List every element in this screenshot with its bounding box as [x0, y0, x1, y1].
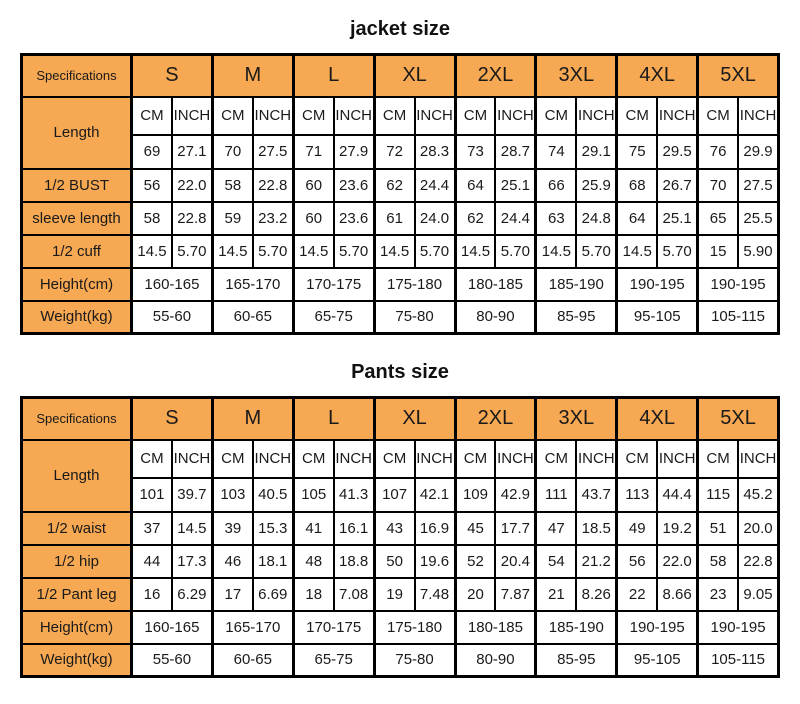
measure-inch-cell: 14.5 — [172, 512, 212, 545]
table-row — [22, 268, 779, 301]
measure-cm-cell: 58 — [698, 545, 738, 578]
unit-header-inch: INCH — [253, 97, 293, 135]
measure-inch-cell: 22.8 — [253, 169, 293, 202]
measure-inch-cell: 5.70 — [253, 235, 293, 268]
unit-header-inch: INCH — [334, 97, 374, 135]
jacket-size-header-2xl: 2XL — [455, 55, 536, 97]
measure-cm-cell: 14.5 — [132, 235, 172, 268]
unit-header-cm: CM — [617, 97, 657, 135]
measure-inch-cell: 27.5 — [738, 169, 778, 202]
unit-header-cm: CM — [698, 97, 738, 135]
unit-header-cm: CM — [212, 440, 252, 478]
measure-cm-cell: 64 — [455, 169, 495, 202]
pants-spec-header: Specifications — [22, 398, 132, 440]
unit-header-cm: CM — [212, 97, 252, 135]
measure-inch-cell: 25.5 — [738, 202, 778, 235]
measure-inch-cell: 18.1 — [253, 545, 293, 578]
measure-cm-cell: 62 — [455, 202, 495, 235]
jacket-row-label: sleeve length — [22, 202, 132, 235]
range-cell: 170-175 — [293, 611, 374, 644]
measure-cm-cell: 59 — [212, 202, 252, 235]
measure-cm-cell: 56 — [132, 169, 172, 202]
measure-cm-cell: 61 — [374, 202, 414, 235]
jacket-length-inch-cell: 28.7 — [495, 135, 535, 169]
measure-cm-cell: 23 — [698, 578, 738, 611]
measure-inch-cell: 20.4 — [495, 545, 535, 578]
measure-cm-cell: 44 — [132, 545, 172, 578]
unit-header-inch: INCH — [495, 440, 535, 478]
pants-row-label: 1/2 Pant leg — [22, 578, 132, 611]
pants-length-inch-cell: 40.5 — [253, 478, 293, 512]
unit-header-cm: CM — [536, 440, 576, 478]
pants-row-label: Weight(kg) — [22, 644, 132, 677]
table-row — [22, 169, 779, 202]
measure-inch-cell: 17.3 — [172, 545, 212, 578]
measure-cm-cell: 19 — [374, 578, 414, 611]
measure-inch-cell: 5.70 — [657, 235, 697, 268]
pants-size-table — [20, 396, 780, 678]
measure-inch-cell: 19.6 — [415, 545, 455, 578]
measure-inch-cell: 5.70 — [334, 235, 374, 268]
jacket-size-title: jacket size — [349, 18, 451, 40]
range-cell: 80-90 — [455, 301, 536, 334]
unit-header-cm: CM — [617, 440, 657, 478]
range-cell: 175-180 — [374, 268, 455, 301]
measure-inch-cell: 25.1 — [495, 169, 535, 202]
jacket-length-inch-cell: 27.5 — [253, 135, 293, 169]
jacket-size-table-container — [0, 53, 800, 335]
measure-cm-cell: 37 — [132, 512, 172, 545]
unit-header-cm: CM — [293, 97, 333, 135]
jacket-row-label: 1/2 cuff — [22, 235, 132, 268]
measure-cm-cell: 65 — [698, 202, 738, 235]
measure-inch-cell: 24.4 — [495, 202, 535, 235]
pants-length-inch-cell: 43.7 — [576, 478, 616, 512]
measure-cm-cell: 51 — [698, 512, 738, 545]
range-cell: 175-180 — [374, 611, 455, 644]
range-cell: 75-80 — [374, 644, 455, 677]
unit-header-cm: CM — [374, 440, 414, 478]
measure-inch-cell: 7.87 — [495, 578, 535, 611]
pants-length-cm-cell: 103 — [212, 478, 252, 512]
measure-inch-cell: 24.4 — [415, 169, 455, 202]
range-cell: 190-195 — [617, 268, 698, 301]
measure-inch-cell: 23.6 — [334, 202, 374, 235]
measure-cm-cell: 14.5 — [455, 235, 495, 268]
range-cell: 180-185 — [455, 611, 536, 644]
pants-row-label: 1/2 waist — [22, 512, 132, 545]
measure-inch-cell: 19.2 — [657, 512, 697, 545]
measure-cm-cell: 21 — [536, 578, 576, 611]
measure-inch-cell: 22.8 — [172, 202, 212, 235]
jacket-length-inch-cell: 29.1 — [576, 135, 616, 169]
measure-inch-cell: 25.9 — [576, 169, 616, 202]
pants-row-label-length: Length — [22, 440, 132, 512]
range-cell: 160-165 — [132, 611, 213, 644]
measure-inch-cell: 7.48 — [415, 578, 455, 611]
pants-row-label: 1/2 hip — [22, 545, 132, 578]
jacket-length-inch-cell: 29.9 — [738, 135, 778, 169]
unit-header-cm: CM — [132, 440, 172, 478]
range-cell: 105-115 — [698, 301, 779, 334]
measure-cm-cell: 63 — [536, 202, 576, 235]
pants-size-header-m: M — [212, 398, 293, 440]
range-cell: 55-60 — [132, 644, 213, 677]
range-cell: 95-105 — [617, 644, 698, 677]
unit-header-inch: INCH — [576, 440, 616, 478]
table-row — [22, 611, 779, 644]
measure-cm-cell: 54 — [536, 545, 576, 578]
range-cell: 60-65 — [212, 301, 293, 334]
jacket-size-header-4xl: 4XL — [617, 55, 698, 97]
jacket-size-header-xl: XL — [374, 55, 455, 97]
measure-inch-cell: 6.29 — [172, 578, 212, 611]
table-row — [22, 578, 779, 611]
table-row — [22, 202, 779, 235]
pants-size-title: Pants size — [351, 361, 449, 383]
measure-inch-cell: 7.08 — [334, 578, 374, 611]
range-cell: 190-195 — [698, 268, 779, 301]
jacket-length-inch-cell: 28.3 — [415, 135, 455, 169]
unit-header-cm: CM — [455, 440, 495, 478]
measure-cm-cell: 14.5 — [374, 235, 414, 268]
pants-size-table-container — [0, 396, 800, 678]
measure-inch-cell: 16.9 — [415, 512, 455, 545]
unit-header-inch: INCH — [576, 97, 616, 135]
jacket-row-label: 1/2 BUST — [22, 169, 132, 202]
unit-header-cm: CM — [132, 97, 172, 135]
measure-cm-cell: 60 — [293, 169, 333, 202]
range-cell: 95-105 — [617, 301, 698, 334]
jacket-size-header-s: S — [132, 55, 213, 97]
measure-inch-cell: 18.8 — [334, 545, 374, 578]
pants-row-label: Height(cm) — [22, 611, 132, 644]
measure-cm-cell: 56 — [617, 545, 657, 578]
measure-inch-cell: 26.7 — [657, 169, 697, 202]
measure-cm-cell: 60 — [293, 202, 333, 235]
table-row — [22, 512, 779, 545]
measure-inch-cell: 18.5 — [576, 512, 616, 545]
unit-header-inch: INCH — [415, 440, 455, 478]
jacket-size-header-m: M — [212, 55, 293, 97]
measure-cm-cell: 41 — [293, 512, 333, 545]
table-row — [22, 644, 779, 677]
pants-length-cm-cell: 107 — [374, 478, 414, 512]
pants-size-header-xl: XL — [374, 398, 455, 440]
jacket-length-cm-cell: 74 — [536, 135, 576, 169]
jacket-length-cm-cell: 73 — [455, 135, 495, 169]
pants-length-cm-cell: 111 — [536, 478, 576, 512]
range-cell: 85-95 — [536, 644, 617, 677]
unit-header-inch: INCH — [172, 440, 212, 478]
measure-cm-cell: 45 — [455, 512, 495, 545]
range-cell: 190-195 — [617, 611, 698, 644]
measure-inch-cell: 22.0 — [657, 545, 697, 578]
pants-length-inch-cell: 44.4 — [657, 478, 697, 512]
measure-inch-cell: 15.3 — [253, 512, 293, 545]
unit-header-inch: INCH — [657, 97, 697, 135]
measure-inch-cell: 22.8 — [738, 545, 778, 578]
pants-size-header-5xl: 5XL — [698, 398, 779, 440]
measure-inch-cell: 9.05 — [738, 578, 778, 611]
pants-size-header-l: L — [293, 398, 374, 440]
jacket-row-label: Weight(kg) — [22, 301, 132, 334]
jacket-size-header-5xl: 5XL — [698, 55, 779, 97]
pants-length-cm-cell: 105 — [293, 478, 333, 512]
jacket-length-inch-cell: 27.9 — [334, 135, 374, 169]
table-row — [22, 545, 779, 578]
range-cell: 180-185 — [455, 268, 536, 301]
jacket-length-cm-cell: 75 — [617, 135, 657, 169]
range-cell: 170-175 — [293, 268, 374, 301]
jacket-spec-header: Specifications — [22, 55, 132, 97]
jacket-length-cm-cell: 76 — [698, 135, 738, 169]
measure-cm-cell: 64 — [617, 202, 657, 235]
table-row — [22, 235, 779, 268]
unit-header-cm: CM — [293, 440, 333, 478]
pants-length-inch-cell: 45.2 — [738, 478, 778, 512]
range-cell: 165-170 — [212, 611, 293, 644]
jacket-size-header-3xl: 3XL — [536, 55, 617, 97]
range-cell: 160-165 — [132, 268, 213, 301]
unit-header-cm: CM — [455, 97, 495, 135]
pants-size-header-s: S — [132, 398, 213, 440]
measure-cm-cell: 22 — [617, 578, 657, 611]
measure-inch-cell: 23.6 — [334, 169, 374, 202]
measure-cm-cell: 14.5 — [536, 235, 576, 268]
unit-header-cm: CM — [374, 97, 414, 135]
unit-header-inch: INCH — [657, 440, 697, 478]
pants-length-cm-cell: 109 — [455, 478, 495, 512]
measure-cm-cell: 17 — [212, 578, 252, 611]
unit-header-cm: CM — [698, 440, 738, 478]
measure-inch-cell: 5.70 — [495, 235, 535, 268]
table-row — [22, 301, 779, 334]
measure-inch-cell: 21.2 — [576, 545, 616, 578]
pants-size-header-3xl: 3XL — [536, 398, 617, 440]
pants-length-cm-cell: 101 — [132, 478, 172, 512]
measure-cm-cell: 70 — [698, 169, 738, 202]
measure-cm-cell: 20 — [455, 578, 495, 611]
range-cell: 165-170 — [212, 268, 293, 301]
measure-cm-cell: 49 — [617, 512, 657, 545]
jacket-length-inch-cell: 29.5 — [657, 135, 697, 169]
range-cell: 55-60 — [132, 301, 213, 334]
measure-inch-cell: 17.7 — [495, 512, 535, 545]
jacket-size-table — [20, 53, 780, 335]
range-cell: 185-190 — [536, 611, 617, 644]
measure-inch-cell: 22.0 — [172, 169, 212, 202]
jacket-length-cm-cell: 70 — [212, 135, 252, 169]
measure-inch-cell: 20.0 — [738, 512, 778, 545]
measure-cm-cell: 47 — [536, 512, 576, 545]
unit-header-inch: INCH — [253, 440, 293, 478]
measure-cm-cell: 52 — [455, 545, 495, 578]
measure-cm-cell: 58 — [132, 202, 172, 235]
measure-inch-cell: 25.1 — [657, 202, 697, 235]
pants-length-cm-cell: 115 — [698, 478, 738, 512]
range-cell: 80-90 — [455, 644, 536, 677]
unit-header-inch: INCH — [415, 97, 455, 135]
measure-cm-cell: 18 — [293, 578, 333, 611]
jacket-size-header-l: L — [293, 55, 374, 97]
range-cell: 65-75 — [293, 301, 374, 334]
range-cell: 185-190 — [536, 268, 617, 301]
pants-length-cm-cell: 113 — [617, 478, 657, 512]
jacket-length-cm-cell: 71 — [293, 135, 333, 169]
measure-cm-cell: 14.5 — [617, 235, 657, 268]
range-cell: 105-115 — [698, 644, 779, 677]
measure-cm-cell: 68 — [617, 169, 657, 202]
measure-cm-cell: 43 — [374, 512, 414, 545]
jacket-row-label-length: Length — [22, 97, 132, 169]
jacket-length-inch-cell: 27.1 — [172, 135, 212, 169]
measure-cm-cell: 15 — [698, 235, 738, 268]
unit-header-inch: INCH — [738, 440, 778, 478]
measure-cm-cell: 14.5 — [212, 235, 252, 268]
unit-header-inch: INCH — [738, 97, 778, 135]
measure-cm-cell: 66 — [536, 169, 576, 202]
range-cell: 190-195 — [698, 611, 779, 644]
measure-inch-cell: 5.70 — [576, 235, 616, 268]
measure-inch-cell: 24.0 — [415, 202, 455, 235]
measure-cm-cell: 46 — [212, 545, 252, 578]
measure-cm-cell: 14.5 — [293, 235, 333, 268]
measure-cm-cell: 58 — [212, 169, 252, 202]
measure-inch-cell: 8.26 — [576, 578, 616, 611]
measure-inch-cell: 5.70 — [172, 235, 212, 268]
measure-cm-cell: 62 — [374, 169, 414, 202]
jacket-length-cm-cell: 69 — [132, 135, 172, 169]
pants-length-inch-cell: 42.9 — [495, 478, 535, 512]
range-cell: 65-75 — [293, 644, 374, 677]
range-cell: 75-80 — [374, 301, 455, 334]
pants-length-inch-cell: 41.3 — [334, 478, 374, 512]
pants-length-inch-cell: 39.7 — [172, 478, 212, 512]
measure-cm-cell: 16 — [132, 578, 172, 611]
pants-size-header-4xl: 4XL — [617, 398, 698, 440]
measure-inch-cell: 23.2 — [253, 202, 293, 235]
range-cell: 85-95 — [536, 301, 617, 334]
measure-cm-cell: 48 — [293, 545, 333, 578]
measure-inch-cell: 8.66 — [657, 578, 697, 611]
jacket-length-cm-cell: 72 — [374, 135, 414, 169]
unit-header-cm: CM — [536, 97, 576, 135]
pants-size-header-2xl: 2XL — [455, 398, 536, 440]
measure-inch-cell: 6.69 — [253, 578, 293, 611]
measure-inch-cell: 5.90 — [738, 235, 778, 268]
measure-cm-cell: 50 — [374, 545, 414, 578]
measure-inch-cell: 16.1 — [334, 512, 374, 545]
range-cell: 60-65 — [212, 644, 293, 677]
pants-length-inch-cell: 42.1 — [415, 478, 455, 512]
measure-cm-cell: 39 — [212, 512, 252, 545]
unit-header-inch: INCH — [172, 97, 212, 135]
unit-header-inch: INCH — [495, 97, 535, 135]
measure-inch-cell: 5.70 — [415, 235, 455, 268]
unit-header-inch: INCH — [334, 440, 374, 478]
jacket-row-label: Height(cm) — [22, 268, 132, 301]
measure-inch-cell: 24.8 — [576, 202, 616, 235]
